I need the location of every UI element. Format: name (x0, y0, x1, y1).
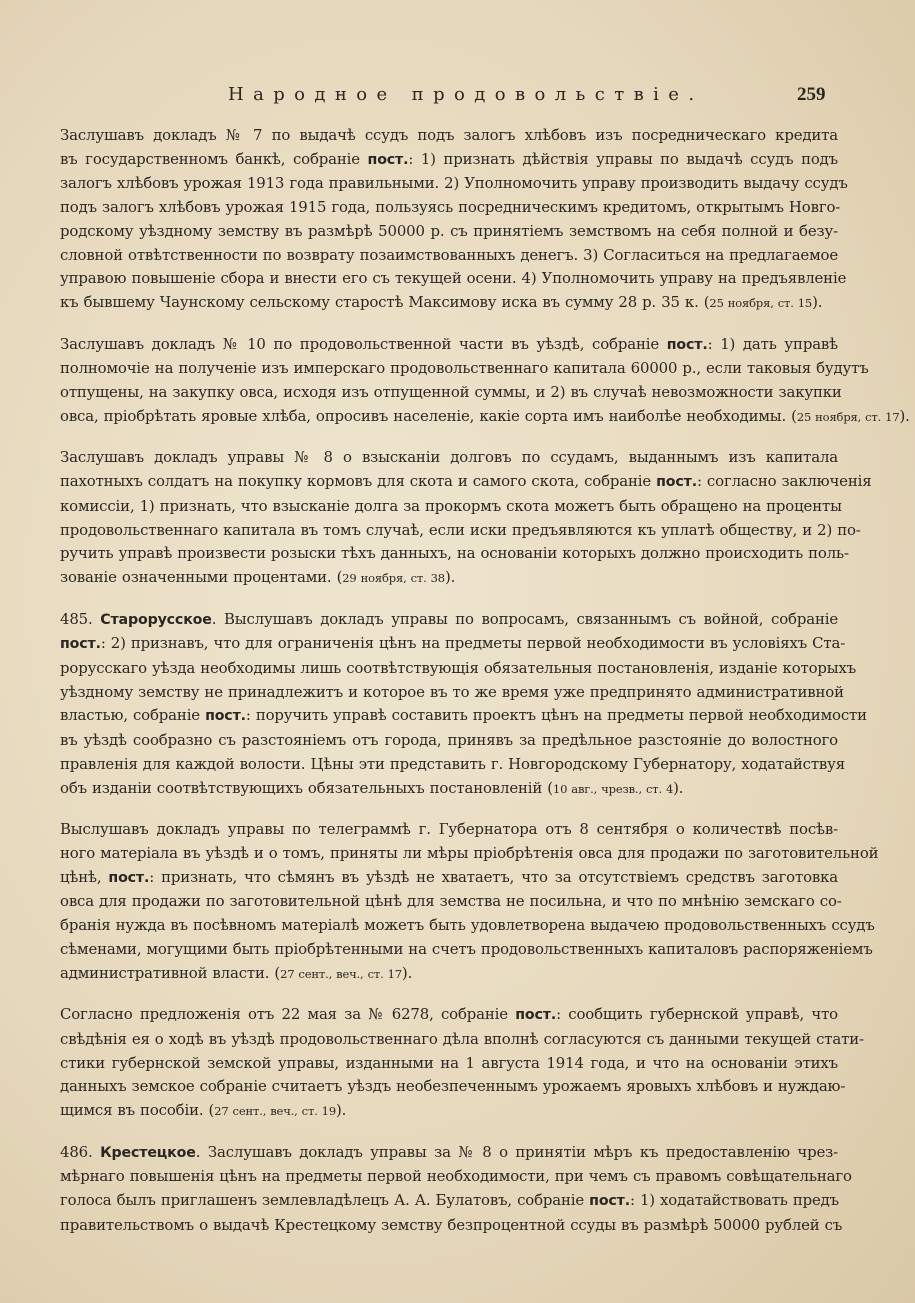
text-run: въ уѣздѣ сообразно съ разстояніемъ отъ города, принявъ за предѣльное разстояніе до волостного (60, 731, 838, 750)
text-line (60, 914, 875, 938)
text-run: полномочіе на полученіе изъ имперскаго продовольственнаго капитала 60000 р., если таковыя будутъ (60, 359, 869, 378)
text-run: Заслушавъ докладъ управы № 8 о взысканіи долговъ по ссудамъ, выданнымъ изъ капитала (60, 448, 838, 467)
text-run: : 1) признать дѣйствія управы по выдачѣ ссудъ подъ (408, 149, 838, 168)
text-line (60, 1052, 838, 1076)
paragraph (60, 1003, 864, 1124)
text-run: овса, пріобрѣтать яровые хлѣба, опросивъ населеніе, какіе сорта имъ наиболѣе необходимы. ( (60, 406, 797, 425)
text-run: правительствомъ о выдачѣ Крестецкому земству безпроцентной ссуды въ размѣрѣ 50000 рублей съ (60, 1215, 843, 1234)
text-line (60, 220, 838, 244)
text-run: : согласно заключенія (696, 472, 872, 491)
text-run: властью, собраніе (60, 706, 206, 725)
paragraph (60, 608, 867, 802)
text-run: 485. (60, 609, 101, 628)
text-line (60, 818, 838, 842)
text-line (60, 495, 842, 519)
text-run: Заслушавъ докладъ № 7 по выдачѣ ссудъ подъ залогъ хлѣбовъ изъ посредническаго кредита (60, 126, 838, 144)
text-run: отпущены, на закупку овса, исходя изъ отпущенной суммы, и 2) въ случаѣ невозможности закупки (60, 383, 842, 402)
text-line (60, 1003, 838, 1028)
page-number: 259 (797, 84, 826, 105)
text-run: ). (336, 1101, 347, 1120)
text-line (60, 291, 838, 316)
text-run: залогъ хлѣбовъ урожая 1913 года правильными. 2) Уполномочить управу производить выдачу ссудъ (60, 174, 848, 193)
text-line (60, 681, 844, 705)
text-run: ). (899, 406, 910, 425)
text-line (60, 938, 873, 962)
text-line (60, 470, 872, 495)
text-run: : 1) ходатайствовать предъ (630, 1191, 839, 1210)
text-run: Выслушавъ докладъ управы по телеграммѣ г. Губернатора отъ 8 сентября о количествѣ посѣв- (60, 820, 838, 839)
text-line (60, 196, 841, 220)
text-line (60, 704, 867, 729)
text-run: . Заслушавъ докладъ управы за № 8 о принятіи мѣръ къ предоставленію чрез- (195, 1142, 838, 1161)
text-run: данныхъ земское собраніе считаетъ уѣздъ необезпеченнымъ урожаемъ яровыхъ хлѣбовъ и нуждаю- (60, 1077, 846, 1096)
text-line (60, 124, 838, 148)
text-line (60, 1214, 843, 1238)
text-run: родскому уѣздному земству въ размѣрѣ 50000 р. съ принятіемъ земствомъ на себя полной и безу- (60, 221, 838, 240)
paragraph (60, 124, 848, 316)
resolution-term: пост. (589, 1193, 630, 1210)
text-line (60, 566, 838, 591)
text-run: ). (812, 292, 823, 311)
text-run: щимся въ пособіи. ( (60, 1101, 215, 1120)
text-line (60, 542, 849, 566)
text-line (60, 842, 879, 866)
page-body (60, 124, 910, 1255)
text-run: цѣнѣ, (60, 867, 109, 886)
text-line (60, 519, 861, 543)
resolution-term: пост. (108, 869, 150, 886)
resolution-term: пост. (367, 151, 409, 168)
text-run: ). (673, 778, 684, 797)
text-line (60, 446, 838, 470)
text-line (60, 777, 838, 802)
text-line (60, 608, 838, 633)
text-line (60, 890, 842, 914)
session-reference: 27 сент., веч., ст. 19 (214, 1104, 337, 1119)
text-run: мѣрнаго повышенія цѣнъ на предметы первой необходимости, при чемъ съ правомъ совѣщательнаго (60, 1167, 852, 1186)
text-run: 486. (60, 1142, 101, 1161)
text-run: уѣздному земству не принадлежитъ и которое въ то же время уже предпринято административной (60, 682, 844, 701)
text-run: бранія нужда въ посѣвномъ матеріалѣ можетъ быть удовлетворена выдачею продовольственныхъ ссудъ (60, 916, 875, 935)
text-line (60, 357, 869, 381)
text-run: овса для продажи по заготовительной цѣнѣ для земства не посильна, и что по мнѣнію земскаго со- (60, 892, 842, 911)
text-line (60, 148, 838, 173)
text-run: ). (444, 567, 456, 586)
text-run: ). (401, 963, 413, 982)
text-line (60, 753, 845, 777)
text-run: къ бывшему Чаунскому сельскому старостѣ Максимову иска въ сумму 28 р. 35 к. ( (60, 292, 710, 311)
paragraph (60, 446, 872, 590)
text-run: стики губернской земской управы, изданными на 1 августа 1914 года, и что на основаніи этихъ (60, 1053, 838, 1072)
resolution-term: пост. (60, 636, 101, 653)
text-run: голоса былъ приглашенъ землевладѣлецъ А. А. Булатовъ, собраніе (60, 1191, 590, 1210)
text-run: сѣменами, могущими быть пріобрѣтенными на счетъ продовольственныхъ капиталовъ распоряженіемъ (60, 939, 873, 958)
text-run: пахотныхъ солдатъ на покупку кормовъ для скота и самого скота, собраніе (60, 472, 657, 491)
running-title: Народное продовольствіе. (228, 84, 704, 105)
text-run: продовольственнаго капитала въ томъ случаѣ, если иски предъявляются къ уплатѣ обществу, и 2) по- (60, 520, 861, 539)
text-run: подъ залогъ хлѣбовъ урожая 1915 года, пользуясь посредническимъ кредитомъ, открытымъ Новго- (60, 198, 841, 217)
text-line (60, 1141, 838, 1166)
text-line (60, 632, 846, 657)
session-reference: 27 сент., веч., ст. 17 (280, 966, 402, 981)
text-line (60, 244, 838, 268)
text-run: объ изданіи соотвѣтствующихъ обязательныхъ постановленій ( (60, 778, 553, 797)
resolution-term: пост. (515, 1007, 557, 1024)
text-run: свѣдѣнія ея о ходѣ въ уѣздѣ продовольственнаго дѣла вполнѣ согласуются съ данными текущей стати- (60, 1029, 864, 1048)
text-line (60, 333, 838, 358)
text-run: : 1) дать управѣ (707, 334, 838, 353)
paragraph (60, 1141, 852, 1238)
resolution-term: пост. (205, 708, 246, 725)
text-line (60, 729, 838, 753)
session-reference: 29 ноября, ст. 38 (342, 570, 445, 585)
session-reference: 25 ноября, ст. 17 (796, 409, 900, 424)
text-line (60, 866, 838, 891)
text-run: : признать, что сѣмянъ въ уѣздѣ не хватаетъ, что за отсутствіемъ средствъ заготовка (149, 867, 838, 886)
session-reference: 10 авг., чрезв., ст. 4 (552, 781, 674, 796)
text-run: въ государственномъ банкѣ, собраніе (60, 149, 368, 168)
resolution-term: пост. (656, 474, 697, 491)
paragraph (60, 818, 879, 986)
text-run: Заслушавъ докладъ № 10 по продовольственной части въ уѣздѣ, собраніе (60, 334, 667, 353)
text-run: ного матеріала въ уѣздѣ и о томъ, приняты ли мѣры пріобрѣтенія овса для продажи по заготовительной (60, 843, 879, 862)
paragraph (60, 333, 910, 430)
text-run: : 2) признавъ, что для ограниченія цѣнъ на предметы первой необходимости въ условіяхъ Ста- (100, 634, 846, 653)
text-run: . Выслушавъ докладъ управы по вопросамъ, связаннымъ съ войной, собраніе (211, 609, 839, 628)
text-line (60, 405, 910, 430)
text-line (60, 962, 838, 987)
text-run: зованіе означенными процентами. ( (60, 567, 343, 586)
text-run: комиссіи, 1) признать, что взысканіе долга за прокормъ скота можетъ быть обращено на проценты (60, 496, 842, 515)
session-reference: 25 ноября, ст. 15 (709, 295, 813, 310)
text-line (60, 381, 842, 405)
text-line (60, 1189, 838, 1214)
text-line (60, 1075, 846, 1099)
text-line (60, 267, 847, 291)
text-line (60, 172, 848, 196)
text-line (60, 1165, 852, 1189)
text-run: рорусскаго уѣзда необходимы лишь соотвѣтствующія обязательныя постановленія, изданіе которыхъ (60, 659, 857, 678)
page-header (0, 84, 915, 114)
text-run: ручить управѣ произвести розыски тѣхъ данныхъ, на основаніи которыхъ должно происходить поль- (60, 544, 849, 563)
district-name: Старорусское (100, 611, 212, 628)
resolution-term: пост. (666, 336, 708, 353)
text-line (60, 657, 857, 681)
text-run: правленія для каждой волости. Цѣны эти представить г. Новгородскому Губернатору, ходатайствуя (60, 754, 845, 773)
district-name: Крестецкое (100, 1144, 196, 1161)
text-run: : сообщить губернской управѣ, что (556, 1005, 838, 1024)
text-run: : поручить управѣ составить проектъ цѣнъ на предметы первой необходимости (245, 706, 867, 725)
text-run: словной отвѣтственности по возврату позаимствованныхъ денегъ. 3) Согласиться на предлагаемое (60, 245, 838, 264)
text-run: управою повышеніе сбора и внести его съ текущей осени. 4) Уполномочить управу на предъявленіе (60, 269, 847, 288)
text-run: Согласно предложенія отъ 22 мая за № 6278, собраніе (60, 1005, 516, 1024)
text-run: административной власти. ( (60, 963, 281, 982)
text-line (60, 1099, 838, 1124)
text-line (60, 1028, 864, 1052)
